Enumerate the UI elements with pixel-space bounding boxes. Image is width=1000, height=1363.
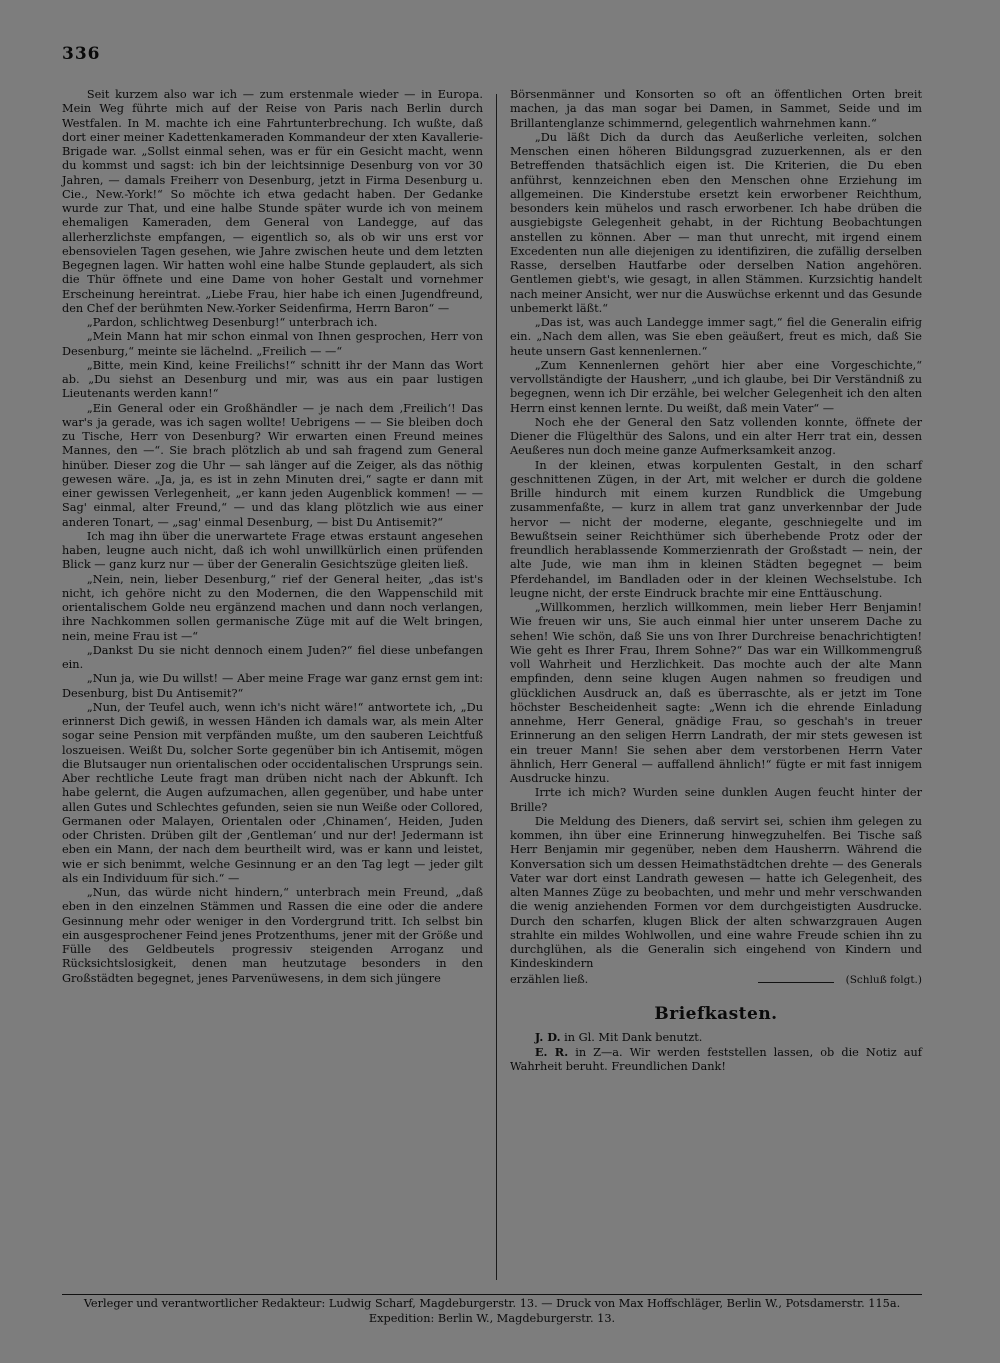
paragraph: Seit kurzem also war ich — zum erstenmale wieder — in Europa. Mein Weg führte mich auf der Reise von Paris nach Berlin durch Westfalen. In M. machte ich eine Fahrtunterbrechung. Ich wußte, daß dort einer meiner Kadettenkameraden Kommandeur der xten Kavallerie-Brigade war. „Sollst einmal sehen, was er für ein Gesicht macht, wenn du kommst und sagst: ich bin der leichtsinnige Desenburg von vor 30 Jahren, — damals Freiherr von Desenburg, jetzt in Firma Desenburg u. Cie., New.-York!“ So möchte ich etwa gedacht haben. Der Gedanke wurde zur That, und eine halbe Stunde später wurde ich von meinem ehemaligen Kameraden, dem General von Landegge, auf das allerherzlichste empfangen, — eigentlich so, als ob wir uns erst vor ebensovielen Tagen gesehen, wie Jahre zwischen heute und dem letzten Begegnen lagen. Wir hatten wohl eine halbe Stunde geplaudert, als sich die Thür öffnete und eine Dame von hoher Gestalt und vornehmer Erscheinung hereintrat. „Liebe Frau, hier habe ich einen Jugendfreund, den Chef der berühmten New.-Yorker Seidenfirma, Herrn Baron“ —: [62, 88, 483, 315]
briefkasten-heading: Briefkasten.: [654, 1003, 778, 1024]
paragraph: Ich mag ihn über die unerwartete Frage etwas erstaunt angesehen haben, leugne auch nicht, daß ich wohl unwillkürlich einen prüfenden Blick — ganz kurz nur — über der Generalin Gesichtszüge gleiten ließ.: [62, 529, 483, 572]
column-divider: [496, 94, 497, 1280]
paragraph: In der kleinen, etwas korpulenten Gestalt, in den scharf geschnittenen Zügen, in der Art, mit welcher er durch die goldene Brille hindurch mit einem kurzen Rundblick die Umgebung zusammenfaßte, — kurz in allem trat ganz unverkennbar der Jude hervor — nicht der moderne, elegante, geschniegelte und im Bewußtsein seiner Reichthümer sich überhebende Protz oder der freundlich herablassende Kommerzienrath der Großstadt — nein, der alte Jude, wie man ihm in kleinen Städten begegnet — beim Pferdehandel, im Bandladen oder in der kleinen Wechselstube. Ich leugne nicht, der erste Eindruck brachte mir eine Enttäuschung.: [510, 458, 922, 600]
briefkasten-item: [510, 1030, 922, 1045]
paragraph: „Nein, nein, lieber Desenburg,“ rief der General heiter, „das ist's nicht, ich gehöre nicht zu den Modernen, die den Wappenschild mit orientalischem Golde neu ergänzend machen und dann noch verlangen, ihre Nachkommen sollen germanische Züge mit auf die Welt bringen, nein, meine Frau ist —“: [62, 572, 483, 643]
paragraph: Irrte ich mich? Wurden seine dunklen Augen feucht hinter der Brille?: [510, 786, 922, 814]
paragraph: „Zum Kennenlernen gehört hier aber eine Vorgeschichte,“ vervollständigte der Hausherr, „und ich glaube, bei Dir Verständniß zu begegnen, wenn ich Dir erzähle, bei welcher Gelegenheit ich den alten Herrn einst kennen lernte. Du weißt, daß mein Vater“ —: [510, 358, 922, 415]
briefkasten-code: E. R.: [534, 1045, 569, 1059]
paragraph: „Bitte, mein Kind, keine Freilichs!“ schnitt ihr der Mann das Wort ab. „Du siehst an Desenburg und mir, was aus ein paar lustigen Lieutenants werden kann!“: [62, 358, 483, 401]
paragraph: „Nun ja, wie Du willst! — Aber meine Frage war ganz ernst gem int: Desenburg, bist Du Antisemit?“: [62, 672, 483, 700]
paragraph-end: erzählen ließ.: [510, 972, 589, 986]
continuation-note: (Schluß folgt.): [845, 973, 922, 986]
end-rule: [758, 982, 834, 983]
paragraph: Die Meldung des Dieners, daß servirt sei, schien ihm gelegen zu kommen, ihn über eine Erinnerung hinwegzuhelfen. Bei Tische saß Herr Benjamin mir gegenüber, neben dem Hausherrn. Während die Konversation sich um dessen Heimathstädtchen drehte — des Generals Vater war dort einst Landrath gewesen — hatte ich Gelegenheit, des alten Mannes Züge zu beobachten, und mehr und mehr verschwanden die wenig anziehenden Formen vor dem durchgeistigten Ausdrucke. Durch den scharfen, klugen Blick der alten schwarzgrauen Augen strahlte ein mildes Wohlwollen, und eine wahre Freude schien ihn zu durchglühen, als die Generalin sich eingehend von Kindern und Kindeskindern: [510, 814, 922, 971]
briefkasten-text: in Gl. Mit Dank benutzt.: [560, 1030, 703, 1044]
imprint-footer: [62, 1297, 922, 1326]
paragraph: „Pardon, schlichtweg Desenburg!“ unterbrach ich.: [86, 316, 378, 329]
paragraph: „Ein General oder ein Großhändler — je nach dem ‚Freilich‘! Das war's ja gerade, was ich sagen wollte! Uebrigens — — Sie bleiben doch zu Tische, Herr von Desenburg? Wir erwarten einen Freund meines Mannes, den —“. Sie brach plötzlich ab und sah fragend zum General hinüber. Dieser zog die Uhr — sah länger auf die Zeiger, als das nöthig gewesen wäre. „Ja, ja, es ist in zehn Minuten drei,“ sagte er dann mit einer gewissen Verlegenheit, „er kann jeden Augenblick kommen! — — Sag' einmal, alter Freund,“ — und das klang plötzlich wie aus einer anderen Tonart, — „sag' einmal Desenburg, — bist Du Antisemit?“: [62, 401, 483, 529]
paragraph: „Nun, das würde nicht hindern,“ unterbrach mein Freund, „daß eben in den einzelnen Stämmen und Rassen die eine oder die andere Gesinnung mehr oder weniger in den Vordergrund tritt. Ich selbst bin ein ausgesprochener Feind jenes Protzenthums, jener mit der Größe und Fülle des Geldbeutels progressiv steigenden Arroganz und Rücksichtslosigkeit, denen man heutzutage besonders in den Großstädten begegnet, jenes Parvenüwesens, in dem sich jüngere: [62, 886, 483, 985]
paragraph: „Nun, der Teufel auch, wenn ich's nicht wäre!“ antwortete ich, „Du erinnerst Dich gewiß, in wessen Händen ich damals war, als mein Alter sogar seine Pension mit verpfänden mußte, um den sauberen Leichtfuß loszueisen. Weißt Du, solcher Sorte gegenüber bin ich Antisemit, mögen die Blutsauger nun orientalischen oder occidentalischen Ursprungs sein. Aber rechtliche Leute fragt man drüben nicht nach der Abkunft. Ich habe gelernt, die Augen aufzumachen, allen gegenüber, und habe unter allen Gutes und Schlechtes gefunden, seien sie nun Weiße oder Collored, Germanen oder Malayen, Orientalen oder ‚Chinamen‘, Heiden, Juden oder Christen. Drüben gilt der ‚Gentleman‘ und nur der! Jedermann ist eben ein Mann, der nach dem beurtheilt wird, was er kann und leistet, wie er sich benimmt, welche Gesinnung er an den Tag legt — jeder gilt als ein Individuum für sich.“ —: [62, 700, 483, 885]
page-number: 336: [62, 44, 101, 64]
paragraph: „Das ist, was auch Landegge immer sagt,“ fiel die Generalin eifrig ein. „Nach dem allen, was Sie eben geäußert, freut es mich, daß Sie heute unsern Gast kennenlernen.“: [510, 316, 922, 358]
right-column: [510, 88, 922, 1075]
story-ending: [510, 973, 922, 987]
paragraph: „Du läßt Dich da durch das Aeußerliche verleiten, solchen Menschen einen höheren Bildungsgrad zuzuerkennen, als er den Betreffenden thatsächlich eigen ist. Die Kriterien, die Du eben anführst, kennzeichnen eben den Menschen ohne Erziehung im allgemeinen. Die Kinderstube ersetzt kein erworbener Reichthum, besonders kein mühelos und rasch erworbener. Ich habe drüben die ausgiebigste Gelegenheit gehabt, in der Richtung Beobachtungen anstellen zu können. Aber — man thut unrecht, mit irgend einem Excedenten nun alle diejenigen zu identifiziren, die zufällig derselben Rasse, derselben Hautfarbe oder derselben Nation angehören. Gentlemen giebt's, wie gesagt, in allen Stämmen. Kurzsichtig handelt nach meiner Ansicht, wer nur die Auswüchse erkennt und das Gesunde unbemerkt läßt.“: [510, 130, 922, 315]
paragraph: „Dankst Du sie nicht dennoch einem Juden?“ fiel diese unbefangen ein.: [62, 643, 483, 671]
briefkasten-item: [510, 1045, 922, 1075]
expedition-line: Expedition: Berlin W., Magdeburgerstr. 13.: [368, 1311, 616, 1325]
left-column: [62, 88, 483, 986]
imprint-line: Verleger und verantwortlicher Redakteur: Ludwig Scharf, Magdeburgerstr. 13. — Druck von Max Hoffschläger, Berlin W., Potsdamerstr. 115a.: [83, 1297, 901, 1310]
briefkasten-text: in Z—a. Wir werden feststellen lassen, ob die Notiz auf Wahrheit beruht. Freundlichen Dank!: [510, 1046, 922, 1074]
briefkasten-code: J. D.: [534, 1029, 561, 1044]
paragraph: „Willkommen, herzlich willkommen, mein lieber Herr Benjamin! Wie freuen wir uns, Sie auch einmal hier unter unserem Dache zu sehen! Wie schön, daß Sie uns von Ihrer Durchreise benachrichtigten! Wie geht es Ihrer Frau, Ihrem Sohne?“ Das war ein Willkommengruß voll Wahrheit und Herzlichkeit. Das mochte auch der alte Mann empfinden, denn seine klugen Augen nahmen so freudigen und glücklichen Ausdruck an, daß es überraschte, als er jetzt im Tone höchster Bescheidenheit sagte: „Wenn ich die ehrende Einladung annehme, Herr General, gnädige Frau, so geschah's in treuer Erinnerung an den seligen Herrn Landrath, der mir stets gewesen ist ein treuer Mann! Sie sehen aber dem verstorbenen Herrn Vater ähnlich, Herr General — auffallend ähnlich!“ fügte er mit fast innigem Ausdrucke hinzu.: [510, 601, 922, 785]
paragraph: Noch ehe der General den Satz vollenden konnte, öffnete der Diener die Flügelthür des Salons, und ein alter Herr trat ein, dessen Aeußeres nun doch meine ganze Aufmerksamkeit anzog.: [510, 415, 922, 458]
paragraph: Börsenmänner und Konsorten so oft an öffentlichen Orten breit machen, ja das man sogar bei Damen, in Sammet, Seide und im Brillantenglanze schimmernd, gelegentlich wahrnehmen kann.“: [510, 88, 922, 130]
paragraph: „Mein Mann hat mir schon einmal von Ihnen gesprochen, Herr von Desenburg,“ meinte sie lächelnd. „Freilich — —“: [62, 330, 483, 358]
footer-divider: [62, 1294, 922, 1295]
